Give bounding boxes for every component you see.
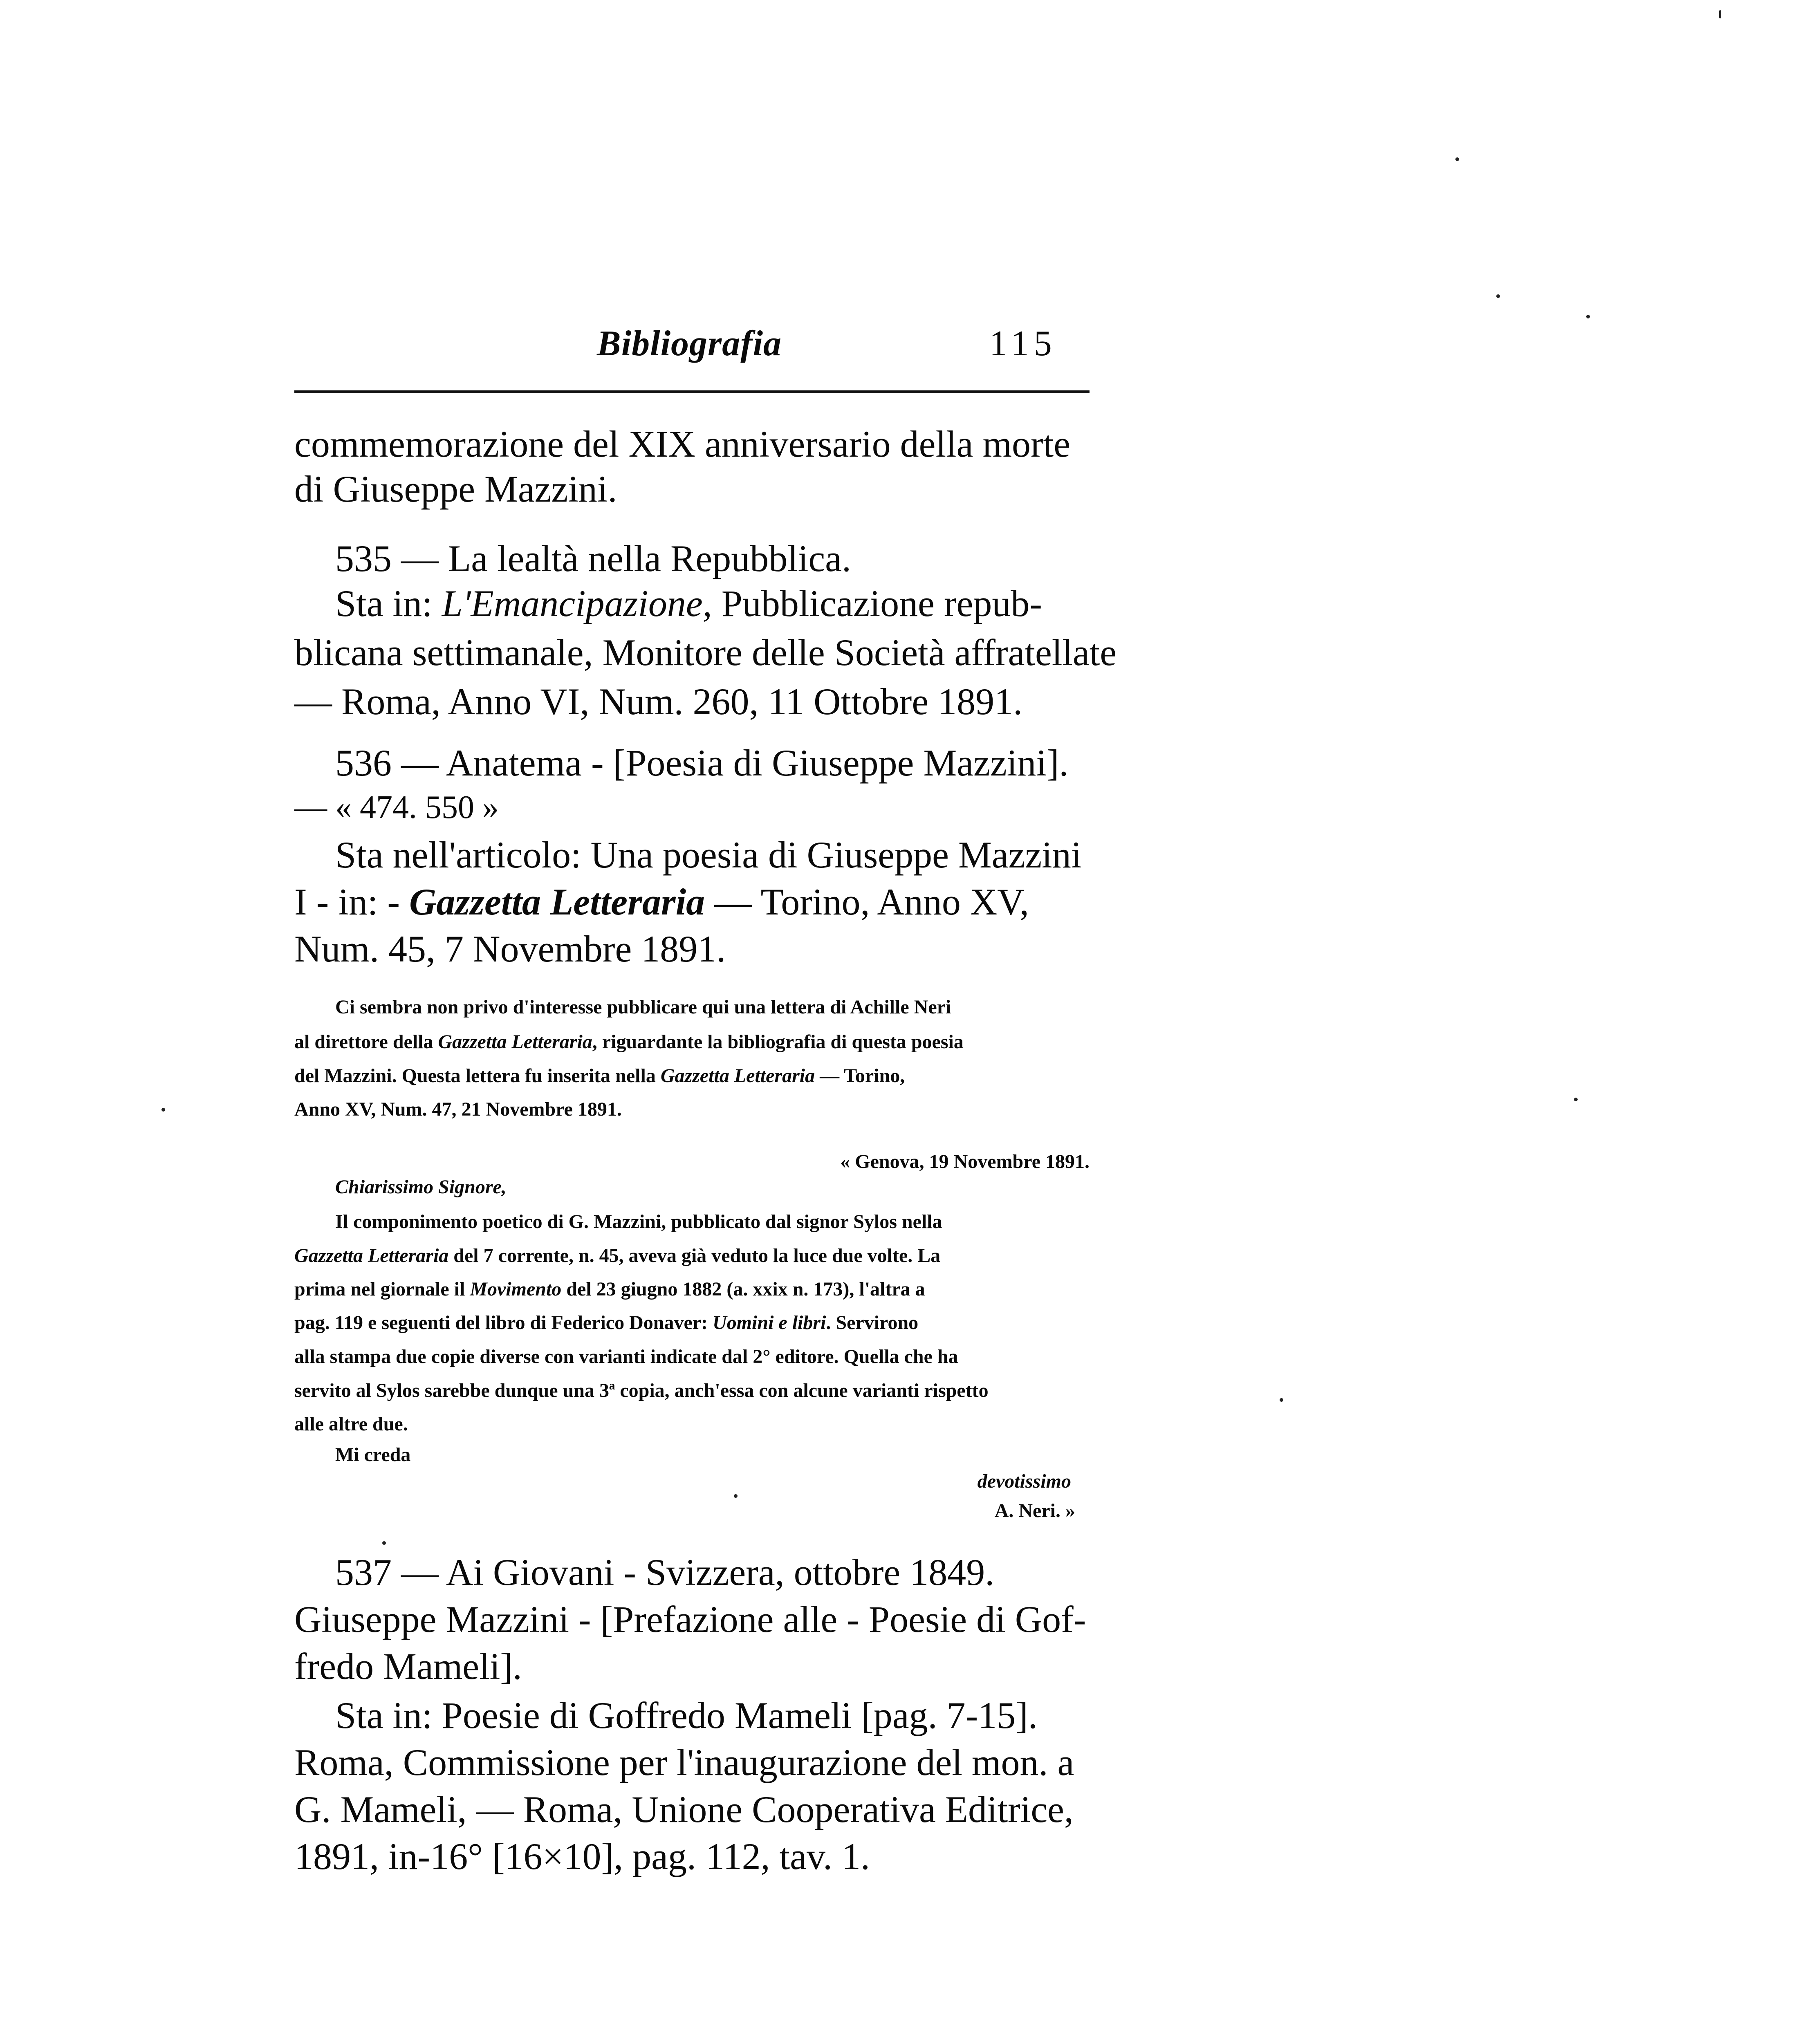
letter-line: Il componimento poetico di G. Mazzini, pubblicato dal signor Sylos nella [335,1211,942,1233]
body-line: Num. 45, 7 Novembre 1891. [294,928,726,970]
periodical-title: L'Emancipazione, [442,583,712,624]
letter-line: pag. 119 e seguenti del libro di Federico Donaver: Uomini e libri. Servirono [294,1312,919,1334]
scan-speck [1586,315,1590,318]
body-line: 1891, in-16° [16×10], pag. 112, tav. 1. [294,1836,870,1877]
body-line: fredo Mameli]. [294,1645,522,1687]
scan-speck [1455,157,1459,161]
body-line: di Giuseppe Mazzini. [294,468,617,510]
letter-line: alle altre due. [294,1413,408,1435]
scan-speck [1280,1398,1283,1402]
cross-reference: — « 474. 550 » [294,789,499,825]
scan-speck [1574,1098,1578,1101]
page-number: 115 [989,324,1057,363]
body-line: Giuseppe Mazzini - [Prefazione alle - Poesie di Gof- [294,1598,1086,1640]
note-line: Ci sembra non privo d'interesse pubblicare qui una lettera di Achille Neri [335,996,951,1018]
letter-closing: devotissimo [977,1470,1071,1492]
note-line: del Mazzini. Questa lettera fu inserita nella Gazzetta Letteraria — Torino, [294,1065,905,1087]
scan-speck [734,1494,738,1498]
entry-535-title: 535 — La lealtà nella Repubblica. [335,538,851,579]
body-line: Roma, Commissione per l'inaugurazione del mon. a [294,1741,1074,1783]
periodical-title: Gazzetta Letteraria [409,881,705,923]
letter-dateline: « Genova, 19 Novembre 1891. [840,1151,1090,1172]
letter-line: Mi creda [335,1444,411,1466]
scan-speck [161,1108,165,1112]
note-line: al direttore della Gazzetta Letteraria, riguardante la bibliografia di questa poesia [294,1031,964,1053]
entry-536-source: Sta nell'articolo: Una poesia di Giuseppe Mazzini [335,834,1082,876]
body-line: G. Mameli, — Roma, Unione Cooperativa Editrice, [294,1788,1074,1830]
letter-salutation: Chiarissimo Signore, [335,1176,507,1198]
body-line: commemorazione del XIX anniversario della morte [294,423,1071,465]
letter-line: prima nel giornale il Movimento del 23 giugno 1882 (a. xxix n. 173), l'altra a [294,1278,925,1300]
letter-line: Gazzetta Letteraria del 7 corrente, n. 45, aveva già veduto la luce due volte. La [294,1245,941,1266]
source-label: Sta in: [335,583,442,624]
body-line: blicana settimanale, Monitore delle Società affratellate [294,632,1117,673]
scan-speck [382,1541,386,1545]
entry-537-source: Sta in: Poesie di Goffredo Mameli [pag. 7-15]. [335,1694,1038,1736]
running-head-title: Bibliografia [597,324,782,363]
body-line: — Roma, Anno VI, Num. 260, 11 Ottobre 1891. [294,681,1023,722]
note-line: Anno XV, Num. 47, 21 Novembre 1891. [294,1098,622,1120]
header-rule [294,390,1090,393]
entry-537-title: 537 — Ai Giovani - Svizzera, ottobre 1849. [335,1551,995,1593]
entry-535-source [335,585,1130,622]
scan-speck [1496,294,1500,298]
letter-line: alla stampa due copie diverse con varianti indicate dal 2° editore. Quella che ha [294,1346,958,1367]
scan-speck [1719,10,1721,18]
source-text: Pubblicazione repub- [712,583,1042,624]
entry-536-title: 536 — Anatema - [Poesia di Giuseppe Mazzini]. [335,742,1069,784]
letter-line: servito al Sylos sarebbe dunque una 3ª copia, anch'essa con alcune varianti rispetto [294,1380,989,1401]
letter-signature: A. Neri. » [994,1500,1075,1522]
entry-536-source-cont: I - in: - Gazzetta Letteraria — Torino, Anno XV, [294,881,1029,923]
